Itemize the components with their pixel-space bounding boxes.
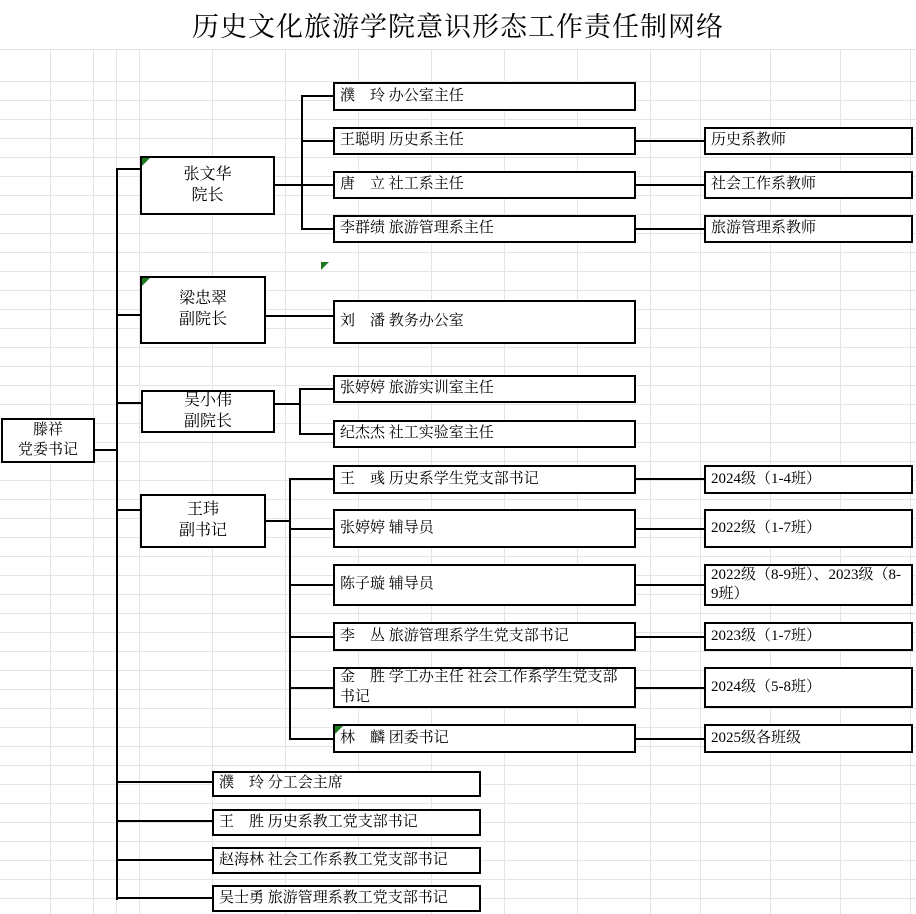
- connector-segment: [275, 403, 300, 405]
- comment-indicator-icon: [142, 278, 150, 286]
- org-node-academic-office[interactable]: [333, 300, 636, 344]
- org-node-label: 濮 玲 办公室主任: [340, 87, 464, 104]
- org-node-grade-2022-1-7[interactable]: [704, 509, 913, 548]
- org-node-label: 王 彧 历史系学生党支部书记: [340, 470, 539, 487]
- org-node-label: 李群绩 旅游管理系主任: [340, 220, 494, 237]
- page-title: 历史文化旅游学院意识形态工作责任制网络: [0, 0, 916, 48]
- connector-segment: [301, 95, 303, 230]
- connector-segment: [300, 433, 333, 435]
- org-node-office-director[interactable]: [333, 82, 636, 111]
- org-node-social-work-lab[interactable]: [333, 420, 636, 448]
- org-node-label: 2025级各班级: [711, 729, 802, 746]
- org-node-label: 张文华 院长: [183, 165, 232, 204]
- comment-indicator-icon: [335, 726, 343, 734]
- connector-segment: [636, 584, 704, 586]
- connector-segment: [117, 314, 140, 316]
- org-node-tourism-teachers[interactable]: [704, 215, 913, 243]
- org-node-label: 赵海林 社会工作系教工党支部书记: [219, 851, 448, 868]
- connector-segment: [636, 636, 704, 638]
- org-node-history-dept-head[interactable]: [333, 127, 636, 155]
- connector-segment: [636, 228, 704, 230]
- org-node-grade-2024-1-4[interactable]: [704, 465, 913, 494]
- connector-segment: [302, 140, 333, 142]
- connector-segment: [117, 781, 212, 783]
- org-node-social-work-dept-head[interactable]: [333, 171, 636, 199]
- org-node-label: 濮 玲 分工会主席: [219, 775, 343, 792]
- comment-indicator-icon: [142, 158, 150, 166]
- connector-segment: [290, 584, 333, 586]
- connector-segment: [636, 184, 704, 186]
- connector-segment: [95, 449, 117, 451]
- org-node-history-teachers[interactable]: [704, 127, 913, 155]
- connector-segment: [290, 528, 333, 530]
- org-node-label: 刘 潘 教务办公室: [340, 313, 464, 330]
- org-node-grade-2025-all[interactable]: [704, 724, 913, 753]
- connector-segment: [302, 184, 333, 186]
- connector-segment: [117, 859, 212, 861]
- org-node-counselor-zhang[interactable]: [333, 509, 636, 548]
- connector-segment: [290, 478, 333, 480]
- org-node-label: 滕祥 党委书记: [17, 422, 78, 458]
- org-node-label: 金 胜 学工办主任 社会工作系学生党支部书记: [340, 669, 618, 705]
- connector-segment: [636, 687, 704, 689]
- comment-indicator-icon: [321, 262, 329, 270]
- connector-segment: [636, 528, 704, 530]
- org-node-label: 2024级（5-8班）: [711, 678, 821, 695]
- org-node-social-work-teachers[interactable]: [704, 171, 913, 199]
- connector-segment: [266, 315, 333, 317]
- connector-segment: [299, 388, 301, 435]
- connector-segment: [290, 687, 333, 689]
- org-node-party-secretary[interactable]: [1, 418, 95, 463]
- org-node-vice-dean-liang[interactable]: [140, 276, 266, 344]
- org-node-grade-2024-5-8[interactable]: [704, 667, 913, 708]
- org-node-label: 林 麟 团委书记: [340, 729, 449, 746]
- org-node-grade-2022-2023-8-9[interactable]: [704, 564, 913, 606]
- org-node-union-chair[interactable]: [212, 771, 481, 797]
- connector-segment: [300, 388, 333, 390]
- connector-segment: [289, 478, 291, 740]
- org-node-tourism-dept-head[interactable]: [333, 215, 636, 243]
- org-node-history-faculty-branch[interactable]: [212, 809, 481, 836]
- org-node-tourism-training-room[interactable]: [333, 375, 636, 403]
- connector-segment: [636, 738, 704, 740]
- org-node-tourism-student-branch[interactable]: [333, 622, 636, 651]
- org-node-label: 陈子璇 辅导员: [340, 576, 434, 593]
- connector-segment: [275, 184, 302, 186]
- org-node-student-affairs-director[interactable]: [333, 667, 636, 708]
- org-node-label: 张婷婷 旅游实训室主任: [340, 380, 494, 397]
- connector-segment: [117, 897, 212, 899]
- org-node-grade-2023-1-7[interactable]: [704, 622, 913, 651]
- org-node-counselor-chen[interactable]: [333, 564, 636, 606]
- org-node-label: 李 丛 旅游管理系学生党支部书记: [340, 627, 569, 644]
- connector-segment: [290, 738, 333, 740]
- org-node-label: 2022级（1-7班）: [711, 519, 821, 536]
- org-node-label: 旅游管理系教师: [711, 220, 817, 237]
- org-node-social-work-faculty-branch[interactable]: [212, 847, 481, 874]
- org-node-dean[interactable]: [140, 156, 275, 215]
- connector-segment: [117, 168, 140, 170]
- org-node-label: 吴小伟 副院长: [183, 391, 232, 430]
- org-node-label: 王聪明 历史系主任: [340, 132, 464, 149]
- org-node-youth-league-secretary[interactable]: [333, 724, 636, 753]
- org-node-label: 王玮 副书记: [178, 501, 227, 539]
- org-node-label: 吴士勇 旅游管理系教工党支部书记: [219, 889, 448, 906]
- connector-segment: [302, 95, 333, 97]
- org-node-label: 张婷婷 辅导员: [340, 519, 434, 536]
- connector-segment: [266, 520, 290, 522]
- org-node-label: 2023级（1-7班）: [711, 627, 821, 644]
- org-node-label: 王 胜 历史系教工党支部书记: [219, 813, 418, 830]
- org-node-vice-dean-wu[interactable]: [141, 390, 275, 433]
- org-node-label: 社会工作系教师: [711, 176, 817, 193]
- connector-segment: [117, 509, 140, 511]
- connector-segment: [290, 636, 333, 638]
- connector-segment: [116, 168, 118, 900]
- connector-segment: [636, 478, 704, 480]
- org-node-label: 历史系教师: [711, 132, 787, 149]
- connector-segment: [302, 228, 333, 230]
- org-node-label: 纪杰杰 社工实验室主任: [340, 425, 494, 442]
- connector-segment: [117, 820, 212, 822]
- org-node-label: 唐 立 社工系主任: [340, 176, 464, 193]
- connector-segment: [636, 140, 704, 142]
- org-node-label: 2022级（8-9班）、2023级（8-9班）: [711, 566, 901, 602]
- org-node-history-student-branch[interactable]: [333, 465, 636, 494]
- org-node-deputy-secretary[interactable]: [140, 494, 266, 548]
- org-node-label: 2024级（1-4班）: [711, 470, 821, 487]
- connector-segment: [117, 402, 141, 404]
- org-node-label: 梁忠翠 副院长: [178, 290, 227, 328]
- org-node-tourism-faculty-branch[interactable]: [212, 885, 481, 912]
